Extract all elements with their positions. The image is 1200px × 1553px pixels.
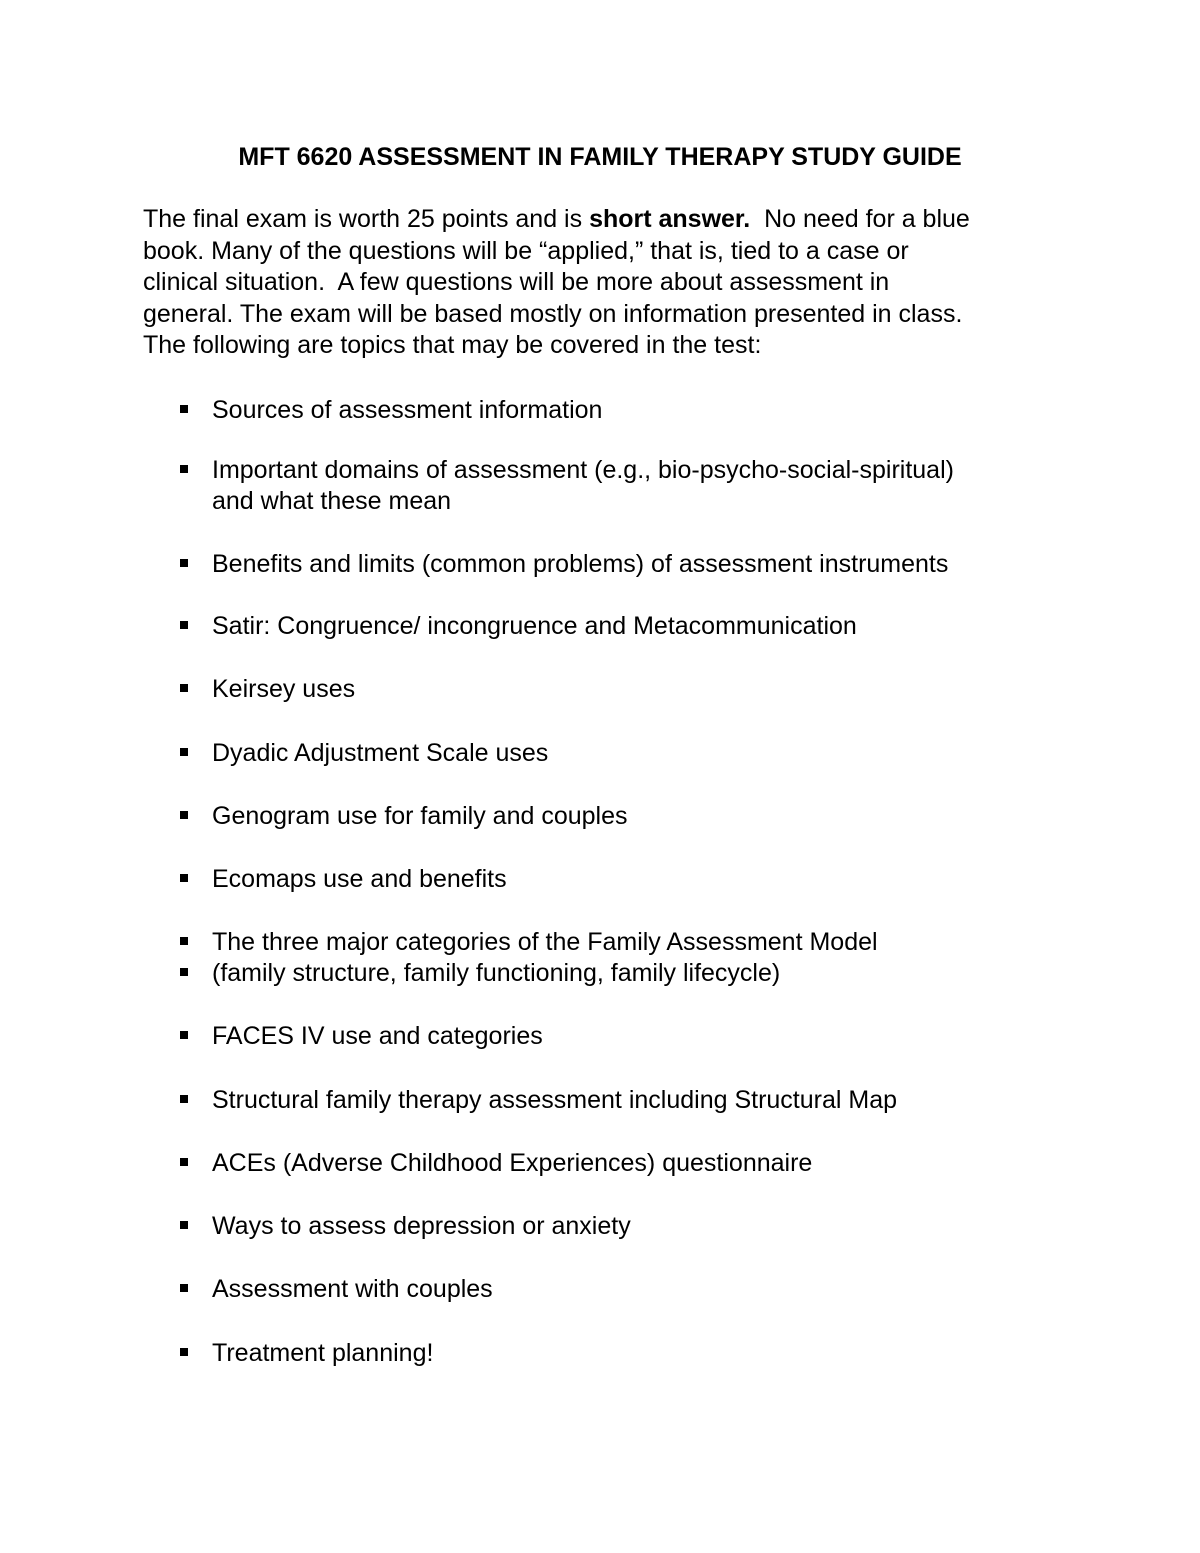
topic-item xyxy=(175,455,1075,517)
topic-text: Keirsey uses xyxy=(212,675,356,703)
intro-line-1-end: No need for a blue xyxy=(750,205,970,233)
square-bullet-icon xyxy=(180,1095,188,1103)
topic-text: Satir: Congruence/ incongruence and Metacommunication xyxy=(212,612,857,640)
topic-text: Treatment planning! xyxy=(212,1339,434,1367)
square-bullet-icon xyxy=(180,1031,188,1039)
square-bullet-icon xyxy=(180,1221,188,1229)
square-bullet-icon xyxy=(180,748,188,756)
document-title: MFT 6620 ASSESSMENT IN FAMILY THERAPY STUDY GUIDE xyxy=(238,143,962,171)
topic-text: The three major categories of the Family Assessment Model xyxy=(212,928,878,956)
topic-text: Dyadic Adjustment Scale uses xyxy=(212,739,549,767)
square-bullet-icon xyxy=(180,1158,188,1166)
topic-item xyxy=(175,927,1075,958)
square-bullet-icon xyxy=(180,1348,188,1356)
intro-line-4: general. The exam will be based mostly on information presented in class. xyxy=(143,299,963,328)
square-bullet-icon xyxy=(180,559,188,567)
topic-item xyxy=(175,1148,1075,1179)
square-bullet-icon xyxy=(180,465,188,473)
intro-bold-phrase: short answer. xyxy=(589,205,751,233)
topic-text: (family structure, family functioning, family lifecycle) xyxy=(212,959,781,987)
topic-item xyxy=(175,801,1075,832)
topic-text: Assessment with couples xyxy=(212,1275,493,1303)
topic-text: Genogram use for family and couples xyxy=(212,802,628,830)
topic-text: Sources of assessment information xyxy=(212,396,603,424)
square-bullet-icon xyxy=(180,968,188,976)
intro-line-2: book. Many of the questions will be “applied,” that is, tied to a case or xyxy=(143,236,909,265)
topic-text: Important domains of assessment (e.g., bio-psycho-social-spiritual) xyxy=(212,456,954,484)
topic-text: Ways to assess depression or anxiety xyxy=(212,1212,631,1240)
topic-item xyxy=(175,958,1075,989)
topic-text: FACES IV use and categories xyxy=(212,1022,543,1050)
topic-item xyxy=(175,1338,1075,1369)
topic-text: Benefits and limits (common problems) of assessment instruments xyxy=(212,550,949,578)
topic-text-continued: and what these mean xyxy=(212,487,452,515)
topic-item xyxy=(175,738,1075,769)
square-bullet-icon xyxy=(180,874,188,882)
square-bullet-icon xyxy=(180,1284,188,1292)
square-bullet-icon xyxy=(180,684,188,692)
topic-item xyxy=(175,611,1075,642)
square-bullet-icon xyxy=(180,811,188,819)
topic-item xyxy=(175,549,1075,580)
topic-item xyxy=(175,1274,1075,1305)
square-bullet-icon xyxy=(180,937,188,945)
square-bullet-icon xyxy=(180,621,188,629)
topic-text: ACEs (Adverse Childhood Experiences) questionnaire xyxy=(212,1149,813,1177)
topic-item xyxy=(175,674,1075,705)
topic-item xyxy=(175,1021,1075,1052)
intro-line-5: The following are topics that may be covered in the test: xyxy=(143,331,762,359)
topic-item xyxy=(175,1211,1075,1242)
intro-line-1-start: The final exam is worth 25 points and is xyxy=(143,205,590,233)
square-bullet-icon xyxy=(180,405,188,413)
topic-item xyxy=(175,864,1075,895)
intro-line-3: clinical situation. A few questions will be more about assessment in xyxy=(143,268,890,296)
topic-item xyxy=(175,395,1075,426)
topic-text: Structural family therapy assessment including Structural Map xyxy=(212,1086,898,1114)
topic-text: Ecomaps use and benefits xyxy=(212,865,507,893)
topic-item xyxy=(175,1085,1075,1116)
